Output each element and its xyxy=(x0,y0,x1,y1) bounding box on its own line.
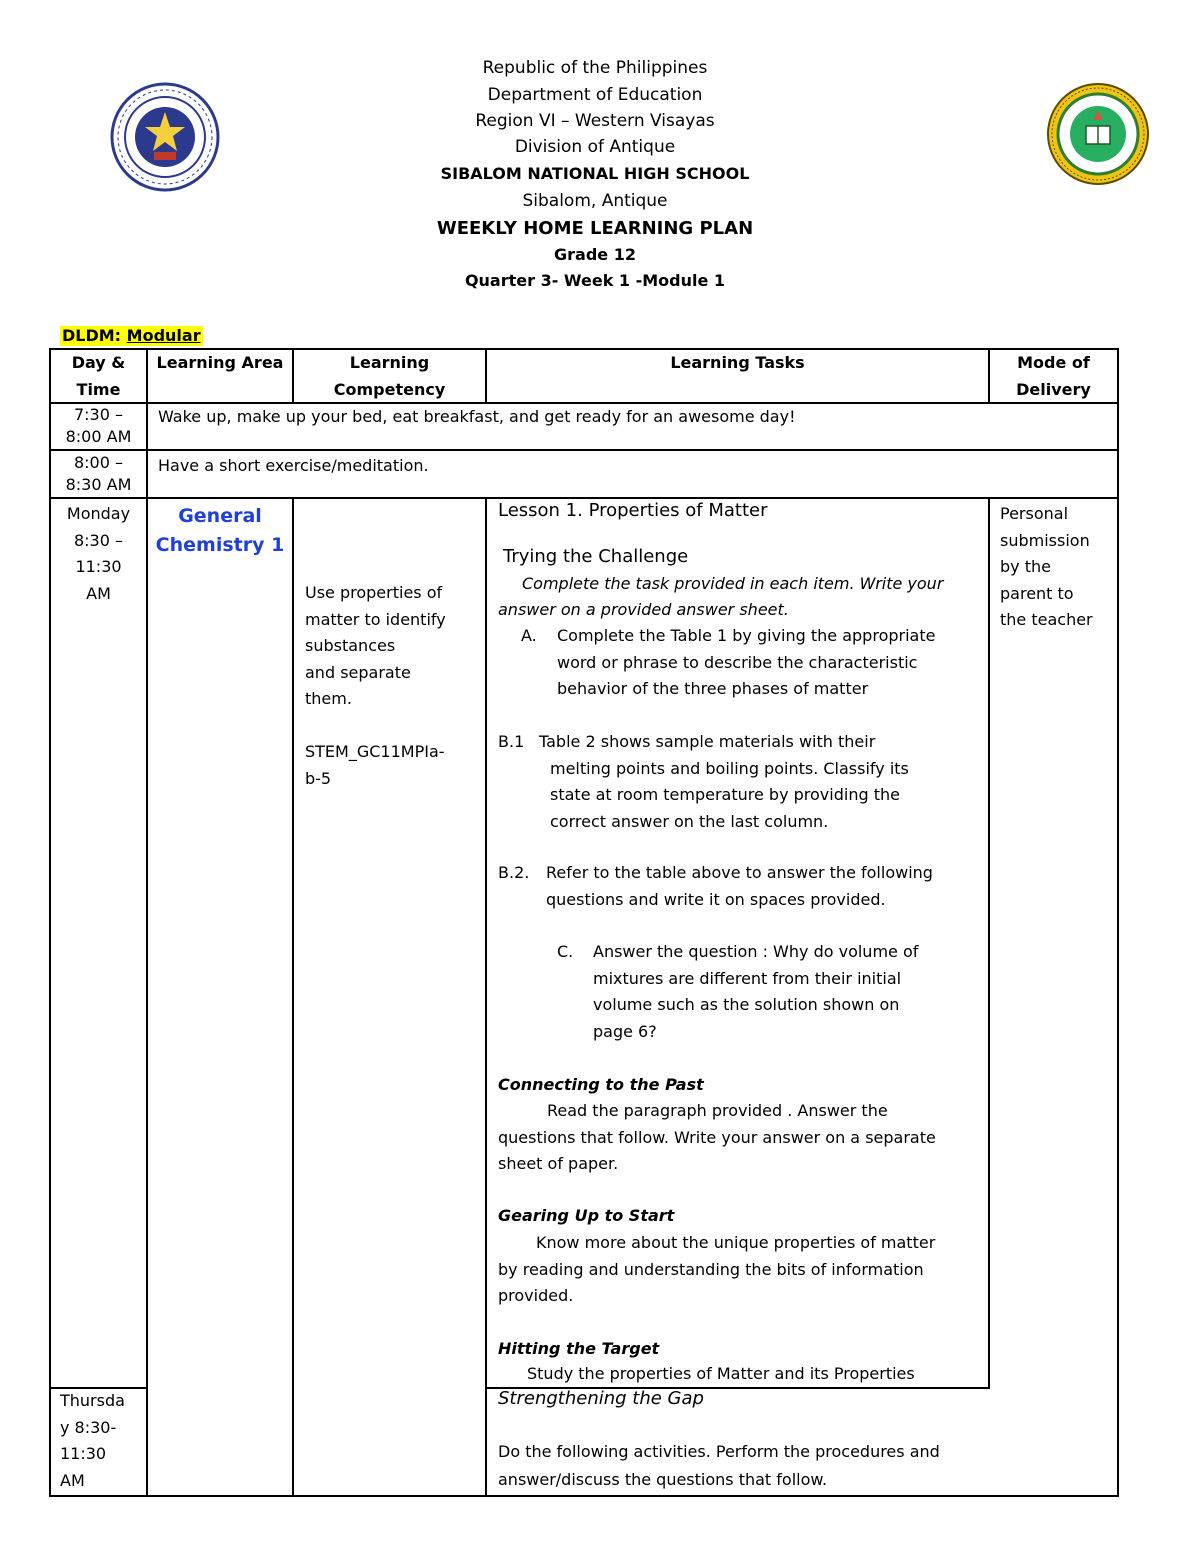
section-hitting-the-target: Hitting the Target xyxy=(498,1339,660,1358)
header-school-name: SIBALOM NATIONAL HIGH SCHOOL xyxy=(440,164,750,183)
item-b1-label: B.1 xyxy=(498,732,525,751)
strengthening-text: Do the following activities. Perform the procedures and answer/discuss the questions that follow. xyxy=(498,1442,940,1489)
header-learning-competency: Learning Competency xyxy=(333,353,446,399)
header-division: Division of Antique xyxy=(514,137,676,157)
section-gearing-up-to-start: Gearing Up to Start xyxy=(498,1206,675,1225)
item-a-label: A. xyxy=(521,626,537,645)
header-day-time: Day & Time xyxy=(71,353,126,399)
mode-of-delivery-text: Personal submission by the parent to the teacher xyxy=(1000,504,1093,629)
lesson-title: Lesson 1. Properties of Matter xyxy=(498,500,768,521)
header-region: Region VI – Western Visayas xyxy=(475,111,715,131)
section-strengthening-the-gap: Strengthening the Gap xyxy=(498,1388,704,1409)
connecting-text: Read the paragraph provided . Answer the questions that follow. Write your answer on a separate sheet of paper. xyxy=(498,1101,936,1173)
item-c-text: Answer the question : Why do volume of mixtures are different from their initial volume such as the solution shown on page 6? xyxy=(593,942,919,1041)
learning-area-general-chemistry: General Chemistry 1 xyxy=(155,505,285,556)
item-b2-text: Refer to the table above to answer the following questions and write it on spaces provided. xyxy=(546,863,933,909)
header-grade: Grade 12 xyxy=(554,245,636,264)
gearing-text: Know more about the unique properties of matter by reading and understanding the bits of information provided. xyxy=(498,1233,936,1305)
header-learning-tasks: Learning Tasks xyxy=(670,353,805,372)
dldm-label: DLDM: Modular xyxy=(62,326,201,345)
hitting-text: Study the properties of Matter and its Properties xyxy=(527,1364,915,1383)
trying-desc-line1: Complete the task provided in each item. Write your xyxy=(522,574,944,593)
row1-time: 7:30 – 8:00 AM xyxy=(65,405,132,446)
section-trying-the-challenge: Trying the Challenge xyxy=(503,546,689,567)
thursday-day-time: Thursda y 8:30- 11:30 AM xyxy=(60,1391,125,1490)
header-department: Department of Education xyxy=(487,85,703,105)
section-connecting-to-the-past: Connecting to the Past xyxy=(498,1075,704,1094)
learning-competency-text: Use properties of matter to identify substances and separate them. STEM_GC11MPIa- b-5 xyxy=(305,583,446,788)
row2-time: 8:00 – 8:30 AM xyxy=(65,453,132,494)
header-learning-area: Learning Area xyxy=(156,353,284,372)
header-republic: Republic of the Philippines xyxy=(482,58,708,78)
item-c-label: C. xyxy=(557,942,574,961)
document-title: WEEKLY HOME LEARNING PLAN xyxy=(436,218,754,239)
item-a-text: Complete the Table 1 by giving the appropriate word or phrase to describe the characteristic behavior of the three phases of matter xyxy=(557,626,936,698)
item-b2-label: B.2. xyxy=(498,863,530,882)
trying-desc-line2: answer on a provided answer sheet. xyxy=(498,600,789,619)
header-school-location: Sibalom, Antique xyxy=(522,191,668,211)
row1-activity: Wake up, make up your bed, eat breakfast, and get ready for an awesome day! xyxy=(158,407,796,426)
monday-day-time: Monday 8:30 – 11:30 AM xyxy=(66,504,131,603)
item-b1-text: Table 2 shows sample materials with their melting points and boiling points. Classify its state at room temperature by providing the correct answer on the last column. xyxy=(539,732,909,831)
header-quarter: Quarter 3- Week 1 -Module 1 xyxy=(464,271,726,290)
header-mode-of-delivery: Mode of Delivery xyxy=(1016,353,1091,399)
row2-activity: Have a short exercise/meditation. xyxy=(158,456,429,475)
